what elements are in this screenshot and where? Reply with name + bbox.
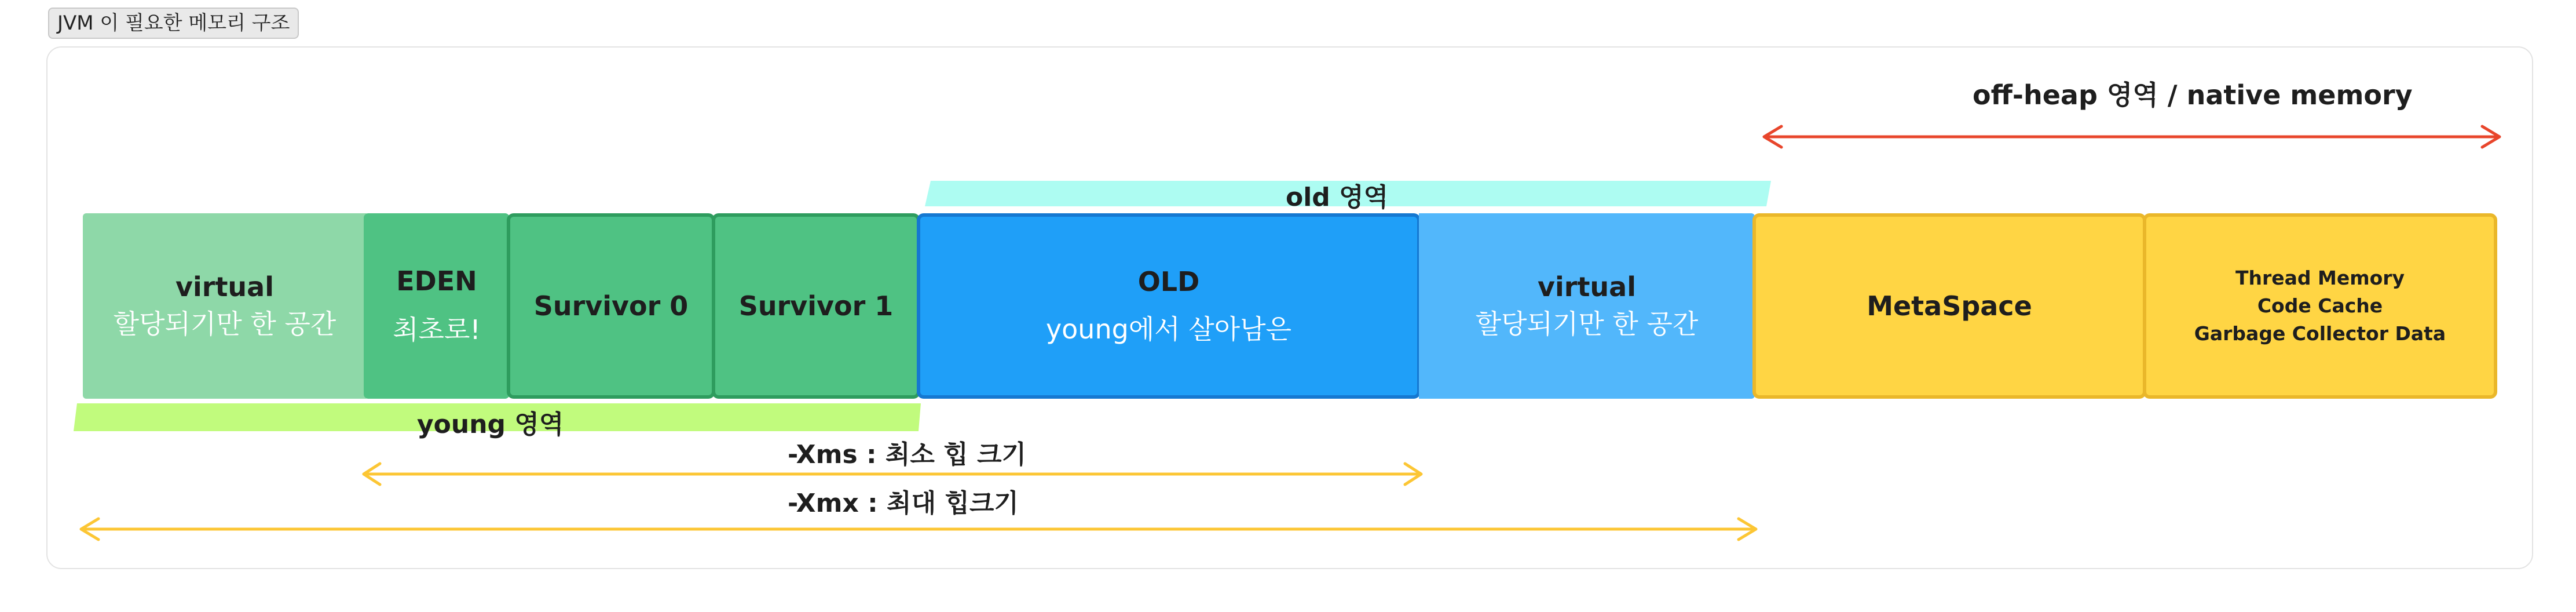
off-heap-arrow <box>1764 126 2500 147</box>
young-region-label: young 영역 <box>417 410 564 439</box>
virtual-old-title: virtual <box>1538 271 1636 303</box>
eden-title: EDEN <box>396 265 477 297</box>
eden-block <box>364 213 510 399</box>
thread-memory-label: Thread Memory <box>2235 267 2405 289</box>
virtual-old-block <box>1419 213 1755 399</box>
virtual-young-subtitle: 할당되기만 한 공간 <box>113 308 336 340</box>
metaspace-block <box>1752 213 2146 399</box>
gc-data-label: Garbage Collector Data <box>2194 322 2446 345</box>
survivor1-title: Survivor 1 <box>738 290 894 322</box>
old-subtitle: young에서 살아남은 <box>1045 314 1292 345</box>
metaspace-title: MetaSpace <box>1867 290 2032 322</box>
native-memory-block <box>2143 213 2497 399</box>
survivor0-block <box>507 213 715 399</box>
old-region-label: old 영역 <box>1286 183 1389 212</box>
old-block <box>917 213 1421 399</box>
virtual-old-subtitle: 할당되기만 한 공간 <box>1475 308 1699 340</box>
off-heap-label: off-heap 영역 / native memory <box>1973 79 2413 111</box>
virtual-young-block <box>83 213 367 399</box>
survivor1-block <box>712 213 920 399</box>
virtual-young-title: virtual <box>175 271 274 303</box>
eden-subtitle: 최초로! <box>393 314 481 345</box>
code-cache-label: Code Cache <box>2257 294 2383 317</box>
xmx-arrow <box>81 519 1756 540</box>
survivor0-title: Survivor 0 <box>533 290 689 322</box>
xms-label: -Xms : 최소 힙 크기 <box>788 440 1027 469</box>
old-title: OLD <box>1137 266 1200 297</box>
xmx-label: -Xmx : 최대 힙크기 <box>788 489 1019 518</box>
frame-title: JVM 이 필요한 메모리 구조 <box>48 8 299 39</box>
